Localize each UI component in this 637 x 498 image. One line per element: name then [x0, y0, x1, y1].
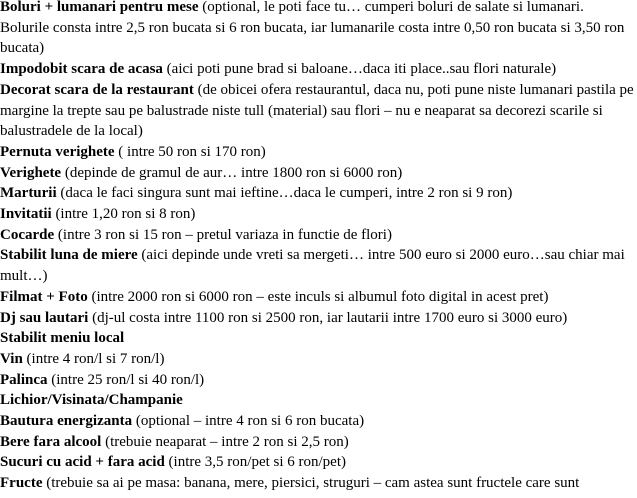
item-text: (intre 4 ron/l si 7 ron/l): [22, 350, 165, 367]
list-item: [0, 80, 634, 142]
item-term: Pernuta verighete: [0, 143, 115, 160]
item-text: (aici poti pune brad si baloane…daca iti place..sau flori naturale): [162, 61, 557, 78]
item-term: Boluri + lumanari pentru mese: [0, 0, 199, 15]
list-item: [0, 349, 634, 370]
item-text: (optional – intre 4 ron si 6 ron bucata): [132, 413, 365, 430]
list-item: [0, 0, 634, 59]
list-item: [0, 432, 634, 453]
item-text: (intre 3 ron si 15 ron – pretul variaza in functie de flori): [54, 226, 392, 243]
list-item: [0, 287, 634, 308]
list-item: [0, 328, 634, 349]
item-text: (trebuie sa ai pe masa: banana, mere, piersici, struguri – cam astea sunt fructele care sunt: [42, 475, 580, 492]
list-item: [0, 308, 634, 329]
item-text: (dj-ul costa intre 1100 ron si 2500 ron, iar lautarii intre 1700 euro si 3000 euro): [88, 309, 568, 326]
list-item: [0, 225, 634, 246]
item-term: Cocarde: [0, 226, 55, 243]
list-item: [0, 204, 634, 225]
item-term: Stabilit meniu local: [0, 330, 125, 347]
item-term: Decorat scara de la restaurant: [0, 81, 194, 98]
item-term: Invitatii: [0, 206, 52, 223]
item-text: (daca le faci singura sunt mai ieftine…daca le cumperi, intre 2 ron si 9 ron): [56, 185, 513, 202]
list-item: [0, 473, 634, 494]
list-item: [0, 163, 634, 184]
list-item: [0, 411, 634, 432]
item-text: (trebuie neaparat – intre 2 ron si 2,5 ron): [101, 433, 349, 450]
item-term: Impodobit scara de acasa: [0, 61, 163, 78]
item-term: Marturii: [0, 185, 57, 202]
item-term: Lichior/Visinata/Champanie: [0, 392, 183, 409]
item-term: Vin: [0, 350, 23, 367]
item-text: (intre 1,20 ron si 8 ron): [51, 206, 196, 223]
item-term: Sucuri cu acid + fara acid: [0, 454, 165, 471]
item-term: Stabilit luna de miere: [0, 247, 138, 264]
item-term: Palinca: [0, 371, 48, 388]
item-text: (de obicei ofera restaurantul, daca nu, poti pune niste lumanari pastila pe margine la trepte sau pe balustrade niste tull (material) sau flori – nu e neaparat sa decorezi scarile si balustradele de la local): [0, 81, 634, 140]
list-item: [0, 390, 634, 411]
item-term: Verighete: [0, 164, 62, 181]
list-item: [0, 370, 634, 391]
item-text: (aici depinde unde vreti sa mergeti… intre 500 euro si 2000 euro…sau chiar mai mult…): [0, 247, 625, 285]
item-text: (intre 2000 ron si 6000 ron – este inculs si albumul foto digital in acest pret): [87, 288, 549, 305]
item-text: (intre 3,5 ron/pet si 6 ron/pet): [164, 454, 347, 471]
item-term: Fructe: [0, 475, 43, 492]
item-text: (intre 25 ron/l si 40 ron/l): [47, 371, 205, 388]
list-item: [0, 142, 634, 163]
item-text: ( intre 50 ron si 170 ron): [114, 143, 266, 160]
item-term: Bautura energizanta: [0, 413, 133, 430]
item-term: Bere fara alcool: [0, 433, 102, 450]
list-item: [0, 59, 634, 80]
item-term: Dj sau lautari: [0, 309, 89, 326]
list-item: [0, 183, 634, 204]
item-text: (depinde de gramul de aur… intre 1800 ron si 6000 ron): [61, 164, 403, 181]
item-term: Filmat + Foto: [0, 288, 88, 305]
item-text: (optional, le poti face tu… cumperi boluri de salate si lumanari. Bolurile consta intre 2,5 ron bucata si 6 ron bucata, iar lumanarile costa intre 0,50 ron bucata si 3,50 ron bucata): [0, 0, 625, 57]
list-item: [0, 452, 634, 473]
list-item: [0, 245, 634, 286]
